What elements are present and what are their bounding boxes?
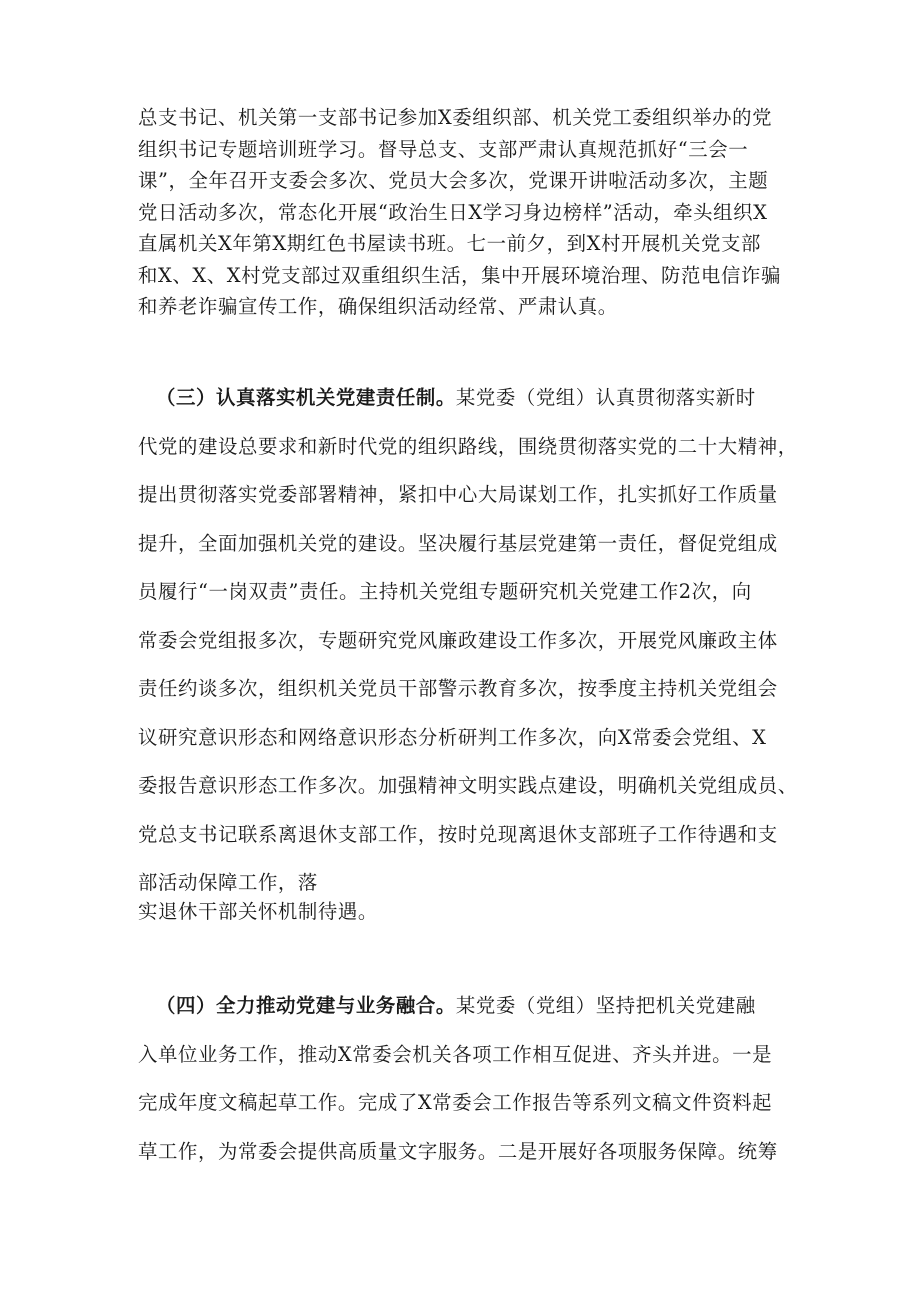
text-line: 提升，全面加强机关党的建设。坚决履行基层党建第一责任，督促党组成 (138, 531, 778, 555)
text-line: 员履行“一岗双责”责任。主持机关党组专题研究机关党建工作2次，向 (138, 580, 752, 603)
paragraph-party-business-integration (138, 982, 790, 1176)
text-line: 党总支书记联系离退休支部工作，按时兑现离退休支部班子工作待遇和支 (138, 822, 778, 846)
section-heading: （三）认真落实机关党建责任制。 (156, 386, 456, 409)
paragraph-party-organization-activities (138, 102, 790, 323)
text-line: 完成年度文稿起草工作。完成了X常委会工作报告等系列文稿文件资料起 (138, 1091, 773, 1114)
text-line: 入单位业务工作，推动X常委会机关各项工作相互促进、齐头并进。一是 (138, 1042, 773, 1066)
section-heading: （四）全力推动党建与业务融合。 (156, 994, 456, 1017)
text-line: 委报告意识形态工作多次。加强精神文明实践点建设，明确机关党组成员、 (138, 774, 798, 797)
text-line: 党日活动多次，常态化开展“政治生日X学习身边榜样”活动，牵头组织X (138, 200, 768, 224)
heading-line-rest: 某党委（党组）坚持把机关党建融 (455, 994, 756, 1017)
text-line: 和X、X、X村党支部过双重组织生活，集中开展环境治理、防范电信诈骗 (138, 263, 781, 287)
paragraph-party-building-responsibility (138, 374, 798, 908)
text-line: 常委会党组报多次，专题研究党风廉政建设工作多次，开展党风廉政主体 (138, 628, 778, 652)
text-line: 草工作，为常委会提供高质量文字服务。二是开展好各项服务保障。统筹 (138, 1139, 778, 1163)
heading-line (138, 374, 790, 423)
paragraph-tail-line: 实退休干部关怀机制待遇。 (138, 900, 378, 923)
text-line: 部活动保障工作，落 (138, 871, 318, 894)
text-line: 代党的建设总要求和新时代党的组织路线，围绕贯彻落实党的二十大精神， (138, 434, 798, 458)
text-line: 提出贯彻落实党委部署精神，紧扣中心大局谋划工作，扎实抓好工作质量 (138, 483, 778, 506)
text-line: 总支书记、机关第一支部书记参加X委组织部、机关党工委组织举办的党 (138, 106, 773, 129)
text-line: 议研究意识形态和网络意识形态分析研判工作多次，向X常委会党组、X (138, 725, 767, 749)
text-line: 责任约谈多次，组织机关党员干部警示教育多次，按季度主持机关党组会 (138, 677, 778, 700)
text-line: 课”，全年召开支委会多次、党员大会多次，党课开讲啦活动多次，主题 (138, 169, 769, 192)
heading-line-rest: 某党委（党组）认真贯彻落实新时 (455, 386, 756, 409)
text-line: 和养老诈骗宣传工作，确保组织活动经常、严肃认真。 (138, 295, 618, 318)
text-line: 直属机关X年第X期红色书屋读书班。七一前夕，到X村开展机关党支部 (138, 232, 761, 255)
text-line: 组织书记专题培训班学习。督导总支、支部严肃认真规范抓好“三会一 (138, 137, 749, 161)
heading-line (138, 982, 790, 1031)
